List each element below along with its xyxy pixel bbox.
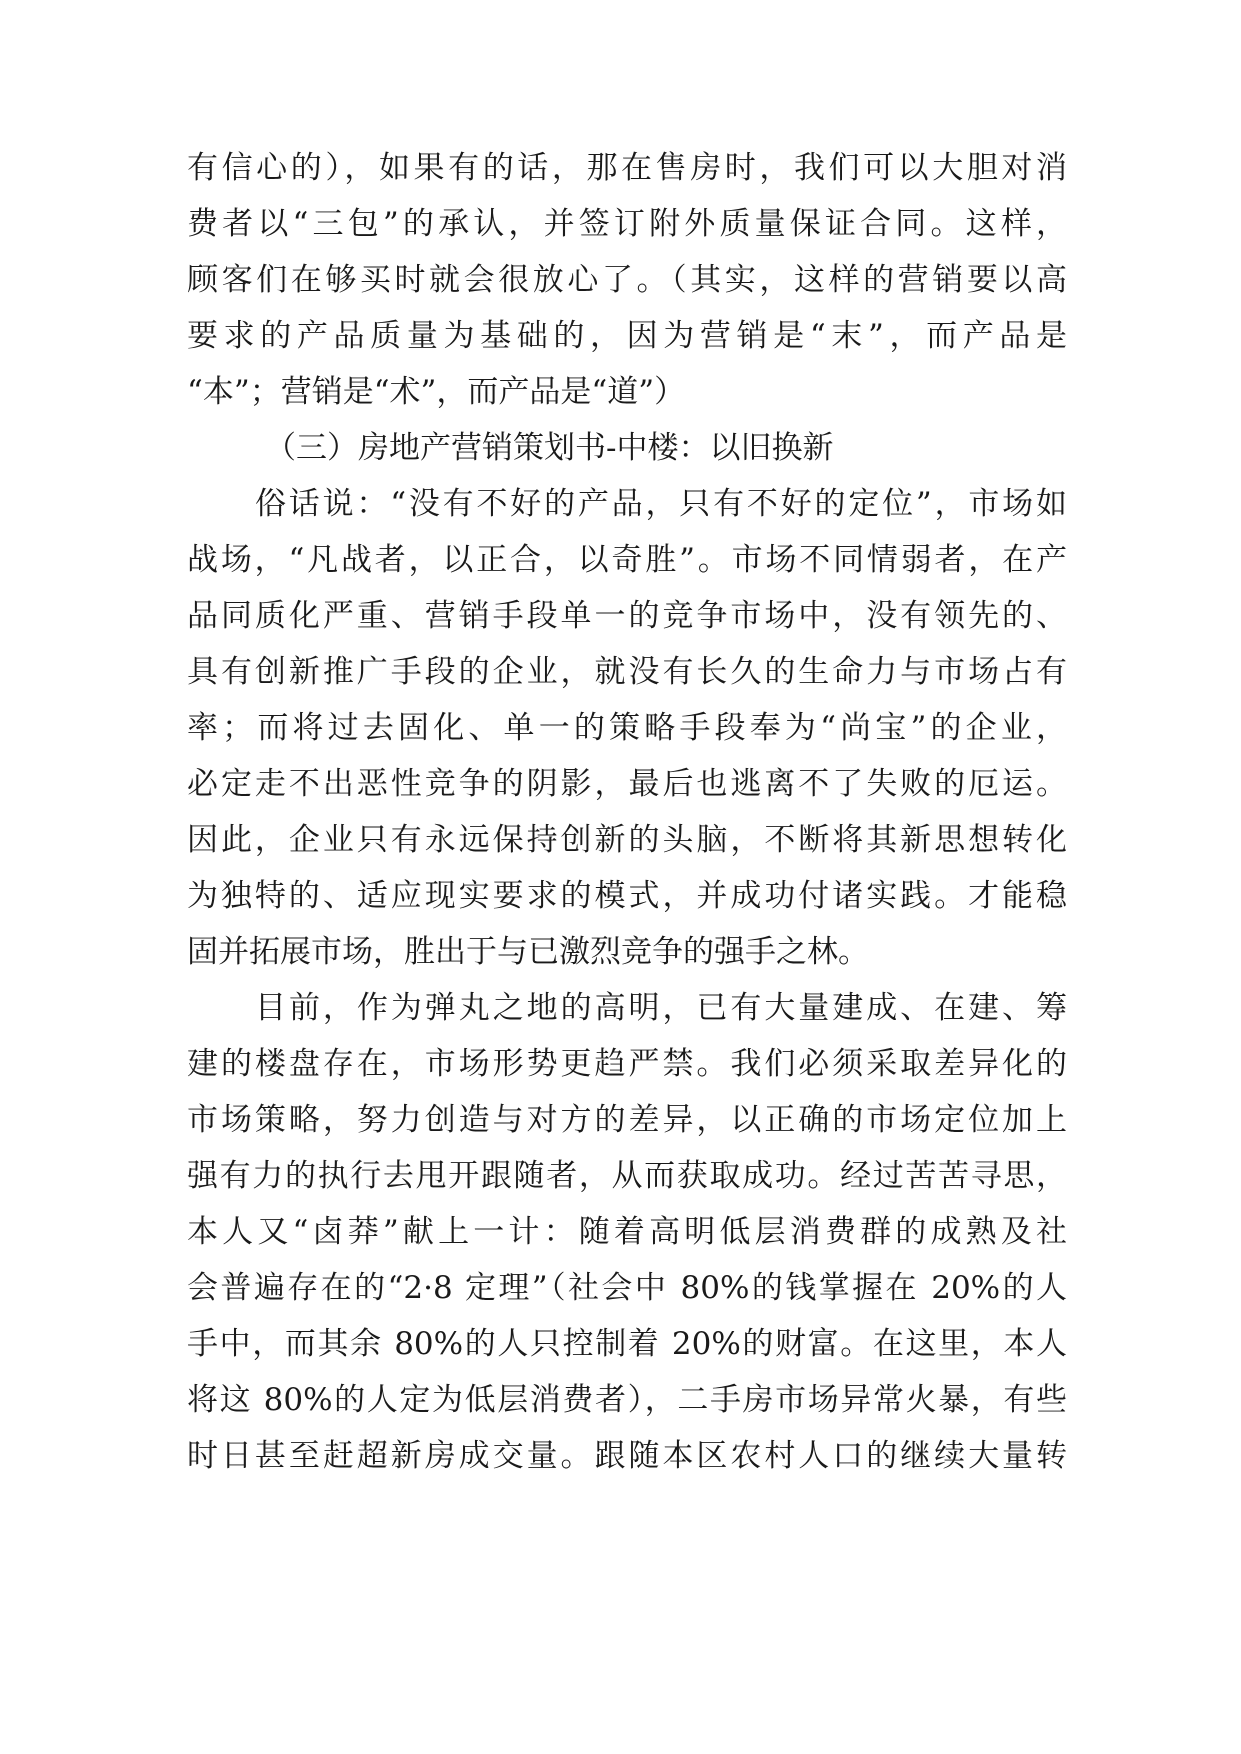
paragraph-line: 会普遍存在的“2·8 定理”（社会中 80%的钱掌握在 20%的人 [187, 1270, 1067, 1306]
paragraph-line: 手中，而其余 80%的人只控制着 20%的财富。在这里，本人 [187, 1326, 1067, 1362]
paragraph-line: 战场，“凡战者，以正合，以奇胜”。市场不同情弱者，在产 [187, 542, 1067, 578]
paragraph-line: 时日甚至赶超新房成交量。跟随本区农村人口的继续大量转 [187, 1438, 1067, 1474]
paragraph-line: 本人又“卤莽”献上一计：随着高明低层消费群的成熟及社 [187, 1214, 1067, 1250]
paragraph-line: 目前，作为弹丸之地的高明，已有大量建成、在建、筹 [255, 990, 1067, 1026]
paragraph-line: 固并拓展市场，胜出于与已激烈竞争的强手之林。 [187, 934, 869, 970]
paragraph-line: 费者以“三包”的承认，并签订附外质量保证合同。这样， [187, 206, 1067, 242]
paragraph-line: 市场策略，努力创造与对方的差异，以正确的市场定位加上 [187, 1102, 1067, 1138]
paragraph-line: 建的楼盘存在，市场形势更趋严禁。我们必须采取差异化的 [187, 1046, 1067, 1082]
paragraph-line: 具有创新推广手段的企业，就没有长久的生命力与市场占有 [187, 654, 1067, 690]
paragraph-line: 强有力的执行去甩开跟随者，从而获取成功。经过苦苦寻思， [187, 1158, 1067, 1194]
paragraph-line: 必定走不出恶性竞争的阴影，最后也逃离不了失败的厄运。 [187, 766, 1067, 802]
paragraph-line: 要求的产品质量为基础的，因为营销是“末”，而产品是 [187, 318, 1067, 354]
paragraph-line: 为独特的、适应现实要求的模式，并成功付诸实践。才能稳 [187, 878, 1067, 914]
paragraph-line: 因此，企业只有永远保持创新的头脑，不断将其新思想转化 [187, 822, 1067, 858]
paragraph-line: 品同质化严重、营销手段单一的竞争市场中，没有领先的、 [187, 598, 1067, 634]
paragraph-line: 有信心的），如果有的话，那在售房时，我们可以大胆对消 [187, 150, 1067, 186]
paragraph-line: 将这 80%的人定为低层消费者），二手房市场异常火暴，有些 [187, 1382, 1067, 1418]
paragraph-line: “本”；营销是“术”，而产品是“道”） [187, 374, 686, 410]
section-heading: （三）房地产营销策划书-中楼：以旧换新 [265, 430, 834, 466]
paragraph-line: 率；而将过去固化、单一的策略手段奉为“尚宝”的企业， [187, 710, 1067, 746]
paragraph-line: 顾客们在够买时就会很放心了。（其实，这样的营销要以高 [187, 262, 1067, 298]
paragraph-line: 俗话说：“没有不好的产品，只有不好的定位”，市场如 [255, 486, 1067, 522]
